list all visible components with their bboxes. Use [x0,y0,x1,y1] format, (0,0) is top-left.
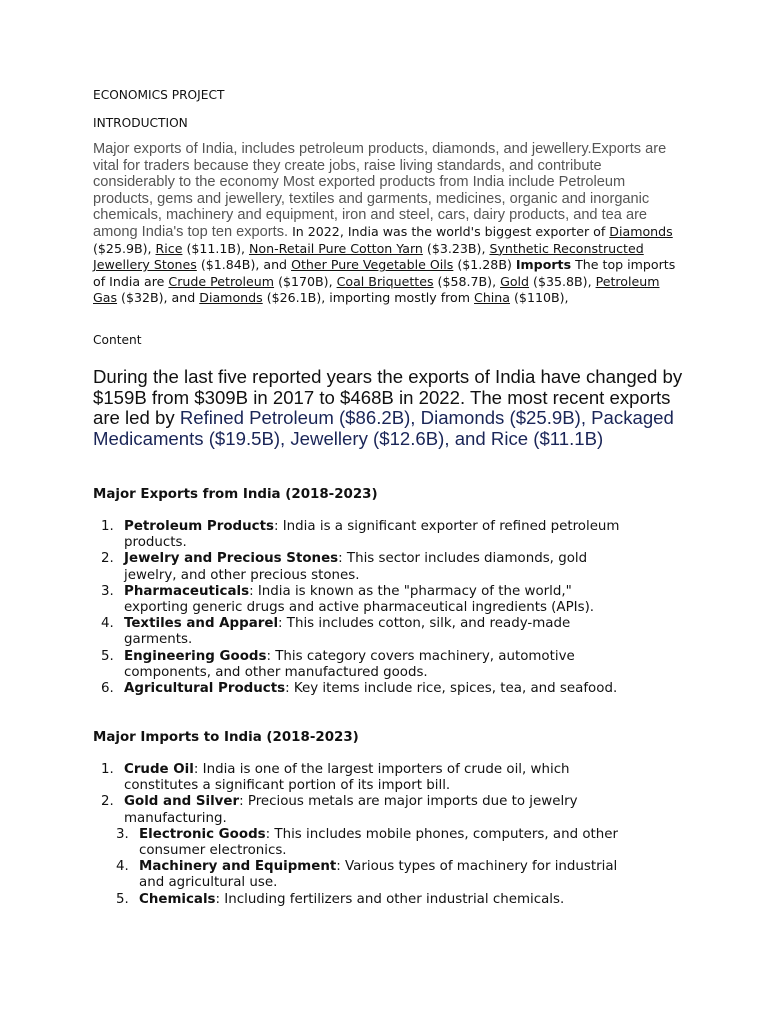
link-coal-briquettes[interactable]: Coal Briquettes [336,273,434,289]
content-label: Content [93,333,142,347]
link-diamonds[interactable]: Diamonds [609,223,673,239]
intro-gray-text: Major exports of India, includes petroleum products, diamonds, and jewellery.Exports are vital for traders because they create jobs, raise living standards, and contribute considerably to the economy Most exported products from India include Petroleum products, gems and jewellery, textiles and garments, medicines, organic and inorganic chemicals, machinery and equipment, iron and steel, cars, dairy products, and tea are among India's top ten exports. [93,141,667,240]
exports-list [93,519,633,697]
link-diamonds-import[interactable]: Diamonds [199,290,263,306]
imports-list [93,762,633,908]
intro-paragraph [93,141,678,307]
link-crude-petroleum[interactable]: Crude Petroleum [168,273,275,289]
list-item: 1. Crude Oil: India is one of the largest importers of crude oil, which constitutes a significant portion of its import bill. [101,762,570,794]
list-item: 2. Gold and Silver: Precious metals are major imports due to jewelry manufacturing. [101,794,578,826]
summary-paragraph [93,367,683,449]
link-rice[interactable]: Rice [155,240,183,256]
list-item: 1. Petroleum Products: India is a significant exporter of refined petroleum products. [101,519,620,551]
link-jewellery-stones[interactable]: Synthetic Reconstructed Jewellery Stones [93,240,644,273]
exports-heading: Major Exports from India (2018-2023) [93,487,378,502]
link-petroleum-gas[interactable]: Petroleum Gas [93,273,660,306]
summary-highlight: Refined Petroleum ($86.2B), Diamonds ($25.9B), Packaged Medicaments ($19.5B), Jewellery ($12.6B), and Rice ($11.1B) [93,407,674,449]
list-item: 4. Machinery and Equipment: Various types of machinery for industrial and agricultural use. [116,859,618,891]
link-china[interactable]: China [474,290,511,306]
list-item: 5. Engineering Goods: This category covers machinery, automotive components, and other manufactured goods. [101,648,575,680]
list-item: 3. Pharmaceuticals: India is known as the "pharmacy of the world," exporting generic drugs and active pharmaceutical ingredients (APIs). [101,583,595,616]
imports-bold-label: Imports [515,257,572,273]
list-item: 4. Textiles and Apparel: This includes cotton, silk, and ready-made garments. [101,616,571,648]
intro-detail-text: In 2022, India was the world's biggest exporter of Diamonds ($25.9B), Rice ($11.1B), Non-Retail Pure Cotton Yarn ($3.23B), Synthetic Reconstructed Jewellery Stones ($1.84B), and Other Pure Vegetable Oils ($1.28B) Imports The top imports of India are Crude Petroleum ($170B), Coal Briquettes ($58.7B), Gold ($35.8B), Petroleum Gas ($32B), and Diamonds ($26.1B), importing mostly from China ($110B), [93,223,676,306]
summary-lead: During the last five reported years the exports of India have changed by $159B from $309B in 2017 to $468B in 2022. The most recent exports are led by [93,366,683,428]
link-vegetable-oils[interactable]: Other Pure Vegetable Oils [291,257,454,273]
document-title: ECONOMICS PROJECT [93,88,225,102]
list-item: 3. Electronic Goods: This includes mobile phones, computers, and other consumer electronics. [116,826,619,859]
link-gold[interactable]: Gold [500,273,530,289]
imports-heading: Major Imports to India (2018-2023) [93,730,359,745]
link-cotton-yarn[interactable]: Non-Retail Pure Cotton Yarn [248,240,423,256]
list-item: 2. Jewelry and Precious Stones: This sector includes diamonds, gold jewelry, and other precious stones. [101,551,588,583]
introduction-heading: INTRODUCTION [93,116,188,130]
list-item: 6. Agricultural Products: Key items include rice, spices, tea, and seafood. [101,681,618,697]
list-item: 5. Chemicals: Including fertilizers and other industrial chemicals. [116,891,565,907]
